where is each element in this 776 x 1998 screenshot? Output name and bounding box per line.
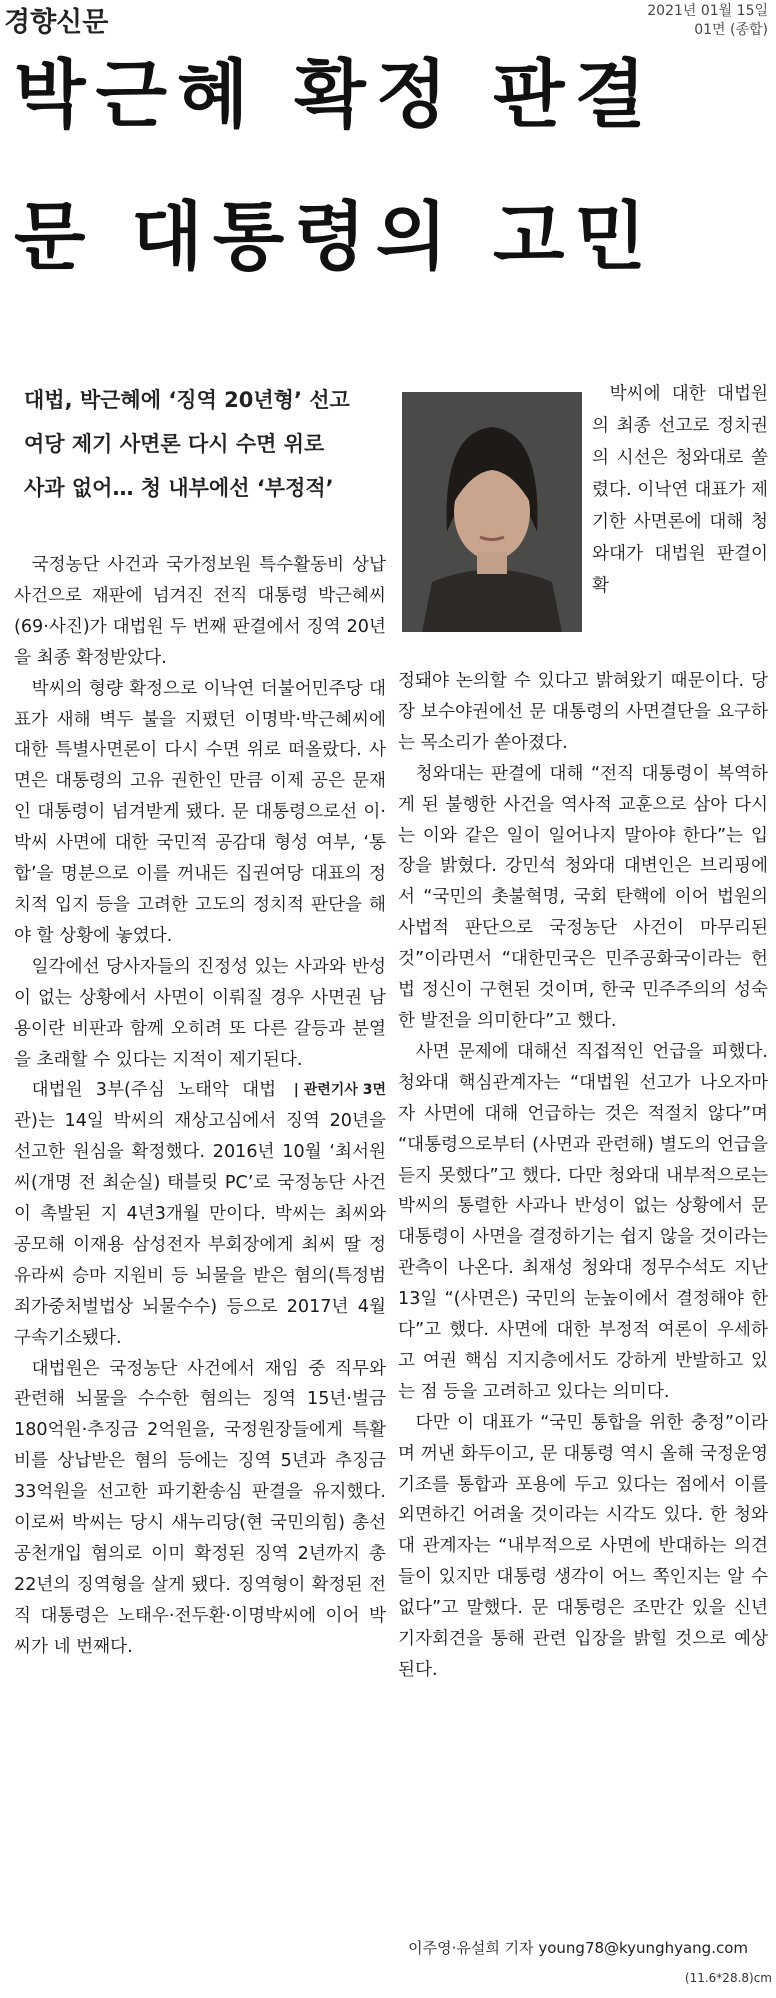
subheadline-3: 사과 없어… 청 내부에선 ‘부정적’: [24, 476, 334, 500]
headline-line-2: 문 대통령의 고민: [14, 194, 656, 280]
subheadline-1: 대법, 박근혜에 ‘징역 20년형’ 선고: [24, 388, 350, 412]
left-paragraph-5: 대법원은 국정농단 사건에서 재임 중 직무와 관련해 뇌물을 수수한 혐의는 징역 15년·벌금 180억원·추징금 2억원을, 국정원장들에게 특활비를 상납받은 혐의 등에는 징역 5년과 추징금 33억원을 선고한 파기환송심 판결을 유지했다. 이로써 박씨는 당시 새누리당(현 국민의힘) 총선 공천개입 혐의로 이미 확정된 징역 2년까지 총 22년의 징역형을 살게 됐다. 징역형이 확정된 전직 대통령은 노태우·전두환·이명박씨에 이어 박씨가 네 번째다.: [14, 1358, 386, 1657]
article-left-column: [14, 550, 386, 1663]
article-right-top: [592, 378, 768, 602]
byline: 이주영·유설희 기자 young78@kyunghyang.com: [408, 1939, 748, 1957]
right-paragraph-3: 사면 문제에 대해선 직접적인 언급을 피했다. 청와대 핵심관계자는 “대법원 선고가 나오자마자 사면에 대해 언급하는 것은 적절치 않다”며 “대통령으로부터 (사면과 관련해) 별도의 언급을 듣지 못했다”고 했다. 다만 청와대 내부적으로는 박씨의 통렬한 사과나 반성이 없는 상황에서 문 대통령이 사면을 결정하기는 쉽지 않을 것이라는 관측이 나온다. 최재성 청와대 정무수석도 지난 13일 “(사면은) 국민의 눈높이에서 결정해야 한다”고 했다. 사면에 대한 부정적 여론이 우세하고 여권 핵심 지지층에서도 강하게 반발하고 있는 점 등을 고려하고 있다는 의미다.: [398, 1041, 768, 1402]
masthead: 경향신문: [4, 7, 109, 38]
left-paragraph-4: 대법원 3부(주심 노태악 대법관)는 14일 박씨의 재상고심에서 징역 20년을 선고한 원심을 확정했다. 2016년 10월 ‘최서원씨(개명 전 최순실) 태블릿 PC’로 국정농단 사건이 촉발된 지 4년3개월 만이다. 박씨는 최씨와 공모해 이재용 삼성전자 부회장에게 최씨 딸 정유라씨 승마 지원비 등 뇌물을 받은 혐의(특정범죄가중처벌법상 뇌물수수) 등으로 2017년 4월 구속기소됐다.: [14, 1080, 386, 1348]
left-paragraph-3-text: 일각에선 당사자들의 진정성 있는 사과와 반성이 없는 상황에서 사면이 이뤄질 경우 사면권 남용이란 비판과 함께 오히려 또 다른 갈등과 분열을 초래할 수 있다는 지적이 제기된다.: [14, 956, 386, 1070]
article-right-column: [398, 666, 768, 1686]
left-paragraph-2: 박씨의 형량 확정으로 이낙연 더불어민주당 대표가 새해 벽두 불을 지폈던 이명박·박근혜씨에 대한 특별사면론이 다시 수면 위로 떠올랐다. 사면은 대통령의 고유 권한인 만큼 이제 공은 문재인 대통령이 넘겨받게 됐다. 문 대통령으로선 이·박씨 사면에 대한 국민적 공감대 형성 여부, ‘통합’을 명분으로 이를 꺼내든 집권여당 대표의 정치적 입지 등을 고려한 고도의 정치적 판단을 해야 할 상황에 놓였다.: [14, 678, 386, 946]
right-top-paragraph: 박씨에 대한 대법원의 최종 선고로 정치권의 시선은 청와대로 쏠렸다. 이낙연 대표가 제기한 사면론에 대해 청와대가 대법원 판결이 확: [592, 384, 768, 596]
left-paragraph-3: [14, 952, 386, 1099]
page-number: 01면 (종합): [694, 22, 768, 38]
right-paragraph-2: 청와대는 판결에 대해 “전직 대통령이 복역하게 된 불행한 사건을 역사적 교훈으로 삼아 다시는 이와 같은 일이 일어나지 말아야 한다”는 입장을 밝혔다. 강민석 청와대 대변인은 브리핑에서 “국민의 촛불혁명, 국회 탄핵에 이어 법원의 사법적 판단으로 국정농단 사건이 마무리된 것”이라면서 “대한민국은 민주공화국이라는 헌법 정신이 구현된 것이며, 한국 민주주의의 성숙한 발전을 의미한다”고 했다.: [398, 763, 768, 1031]
right-paragraph-1: 정돼야 논의할 수 있다고 밝혀왔기 때문이다. 당장 보수야권에선 문 대통령의 사면결단을 요구하는 목소리가 쏟아졌다.: [398, 671, 768, 753]
subheadline-block: [24, 378, 380, 510]
portrait-icon: [402, 392, 582, 632]
portrait-photo: [402, 392, 582, 632]
headline-line-1: 박근혜 확정 판결: [14, 52, 656, 138]
right-paragraph-4: 다만 이 대표가 “국민 통합을 위한 충정”이라며 꺼낸 화두이고, 문 대통령 역시 올해 국정운영 기조를 통합과 포용에 두고 있다는 점에서 이를 외면하긴 어려울 것이라는 시각도 있다. 한 청와대 관계자는 “내부적으로 사면에 반대하는 의견들이 있지만 대통령 생각이 어느 쪽인지는 알 수 없다”고 말했다. 문 대통령은 조만간 있을 신년 기자회견을 통해 관련 입장을 밝힐 것으로 예상된다.: [398, 1412, 768, 1680]
left-paragraph-1: 국정농단 사건과 국가정보원 특수활동비 상납 사건으로 재판에 넘겨진 전직 대통령 박근혜씨(69·사진)가 대법원 두 번째 판결에서 징역 20년을 최종 확정받았다.: [14, 555, 386, 668]
related-article-link[interactable]: | 관련기사 3면: [293, 1082, 386, 1099]
article-size-note: (11.6*28.8)cm: [684, 1971, 772, 1985]
subheadline-2: 여당 제기 사면론 다시 수면 위로: [24, 432, 325, 456]
issue-date: 2021년 01월 15일: [647, 3, 768, 19]
